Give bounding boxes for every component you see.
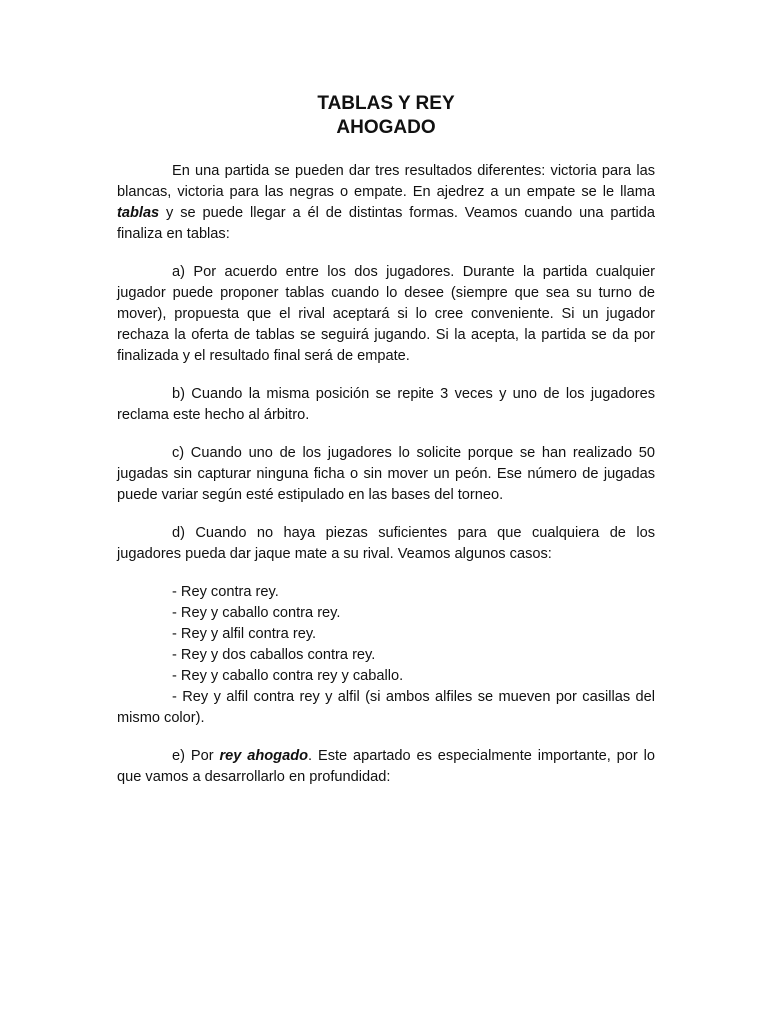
item-e-text-start: e) Por — [172, 748, 220, 764]
item-b-paragraph: b) Cuando la misma posición se repite 3 veces y uno de los jugadores reclama este hecho al árbitro. — [117, 386, 655, 423]
list-item: - Rey y dos caballos contra rey. — [172, 647, 376, 663]
document-page — [117, 92, 655, 805]
intro-text-start: En una partida se pueden dar tres resultados diferentes: victoria para las blancas, victoria para las negras o empate. En ajedrez a un empate se le llama — [117, 163, 655, 200]
intro-text-end: y se puede llegar a él de distintas formas. Veamos cuando una partida finaliza en tablas: — [117, 205, 655, 242]
list-item: - Rey y caballo contra rey. — [172, 605, 341, 621]
item-c-paragraph: c) Cuando uno de los jugadores lo solicite porque se han realizado 50 jugadas sin capturar ninguna ficha o sin mover un peón. Ese número de jugadas puede variar según esté estipulado en las bases del torneo. — [117, 445, 655, 503]
list-item: - Rey contra rey. — [172, 584, 279, 600]
item-a-paragraph: a) Por acuerdo entre los dos jugadores. Durante la partida cualquier jugador puede proponer tablas cuando lo desee (siempre que sea su turno de mover), propuesta que el rival aceptará si lo cree conveniente. Si un jugador rechaza la oferta de tablas se seguirá jugando. Si la acepta, la partida se da por finalizada y el resultado final será de empate. — [117, 264, 655, 364]
list-item: - Rey y alfil contra rey. — [172, 626, 317, 642]
intro-paragraph — [117, 161, 655, 245]
item-e-text-end: . Este apartado es especialmente importante, por lo que vamos a desarrollarlo en profundidad: — [117, 748, 655, 785]
item-e-emphasis: rey ahogado — [219, 748, 309, 764]
item-d-paragraph: d) Cuando no haya piezas suficientes para que cualquiera de los jugadores pueda dar jaque mate a su rival. Veamos algunos casos: — [117, 525, 655, 562]
page-title — [117, 92, 655, 140]
title-line-1: TABLAS Y REY — [317, 93, 455, 114]
item-e-paragraph — [117, 746, 655, 788]
cases-list — [117, 582, 655, 729]
title-line-2: AHOGADO — [336, 117, 436, 138]
list-item: - Rey y alfil contra rey y alfil (si ambos alfiles se mueven por casillas del mismo color). — [117, 689, 655, 726]
list-item: - Rey y caballo contra rey y caballo. — [172, 668, 404, 684]
intro-emphasis: tablas — [117, 205, 160, 221]
